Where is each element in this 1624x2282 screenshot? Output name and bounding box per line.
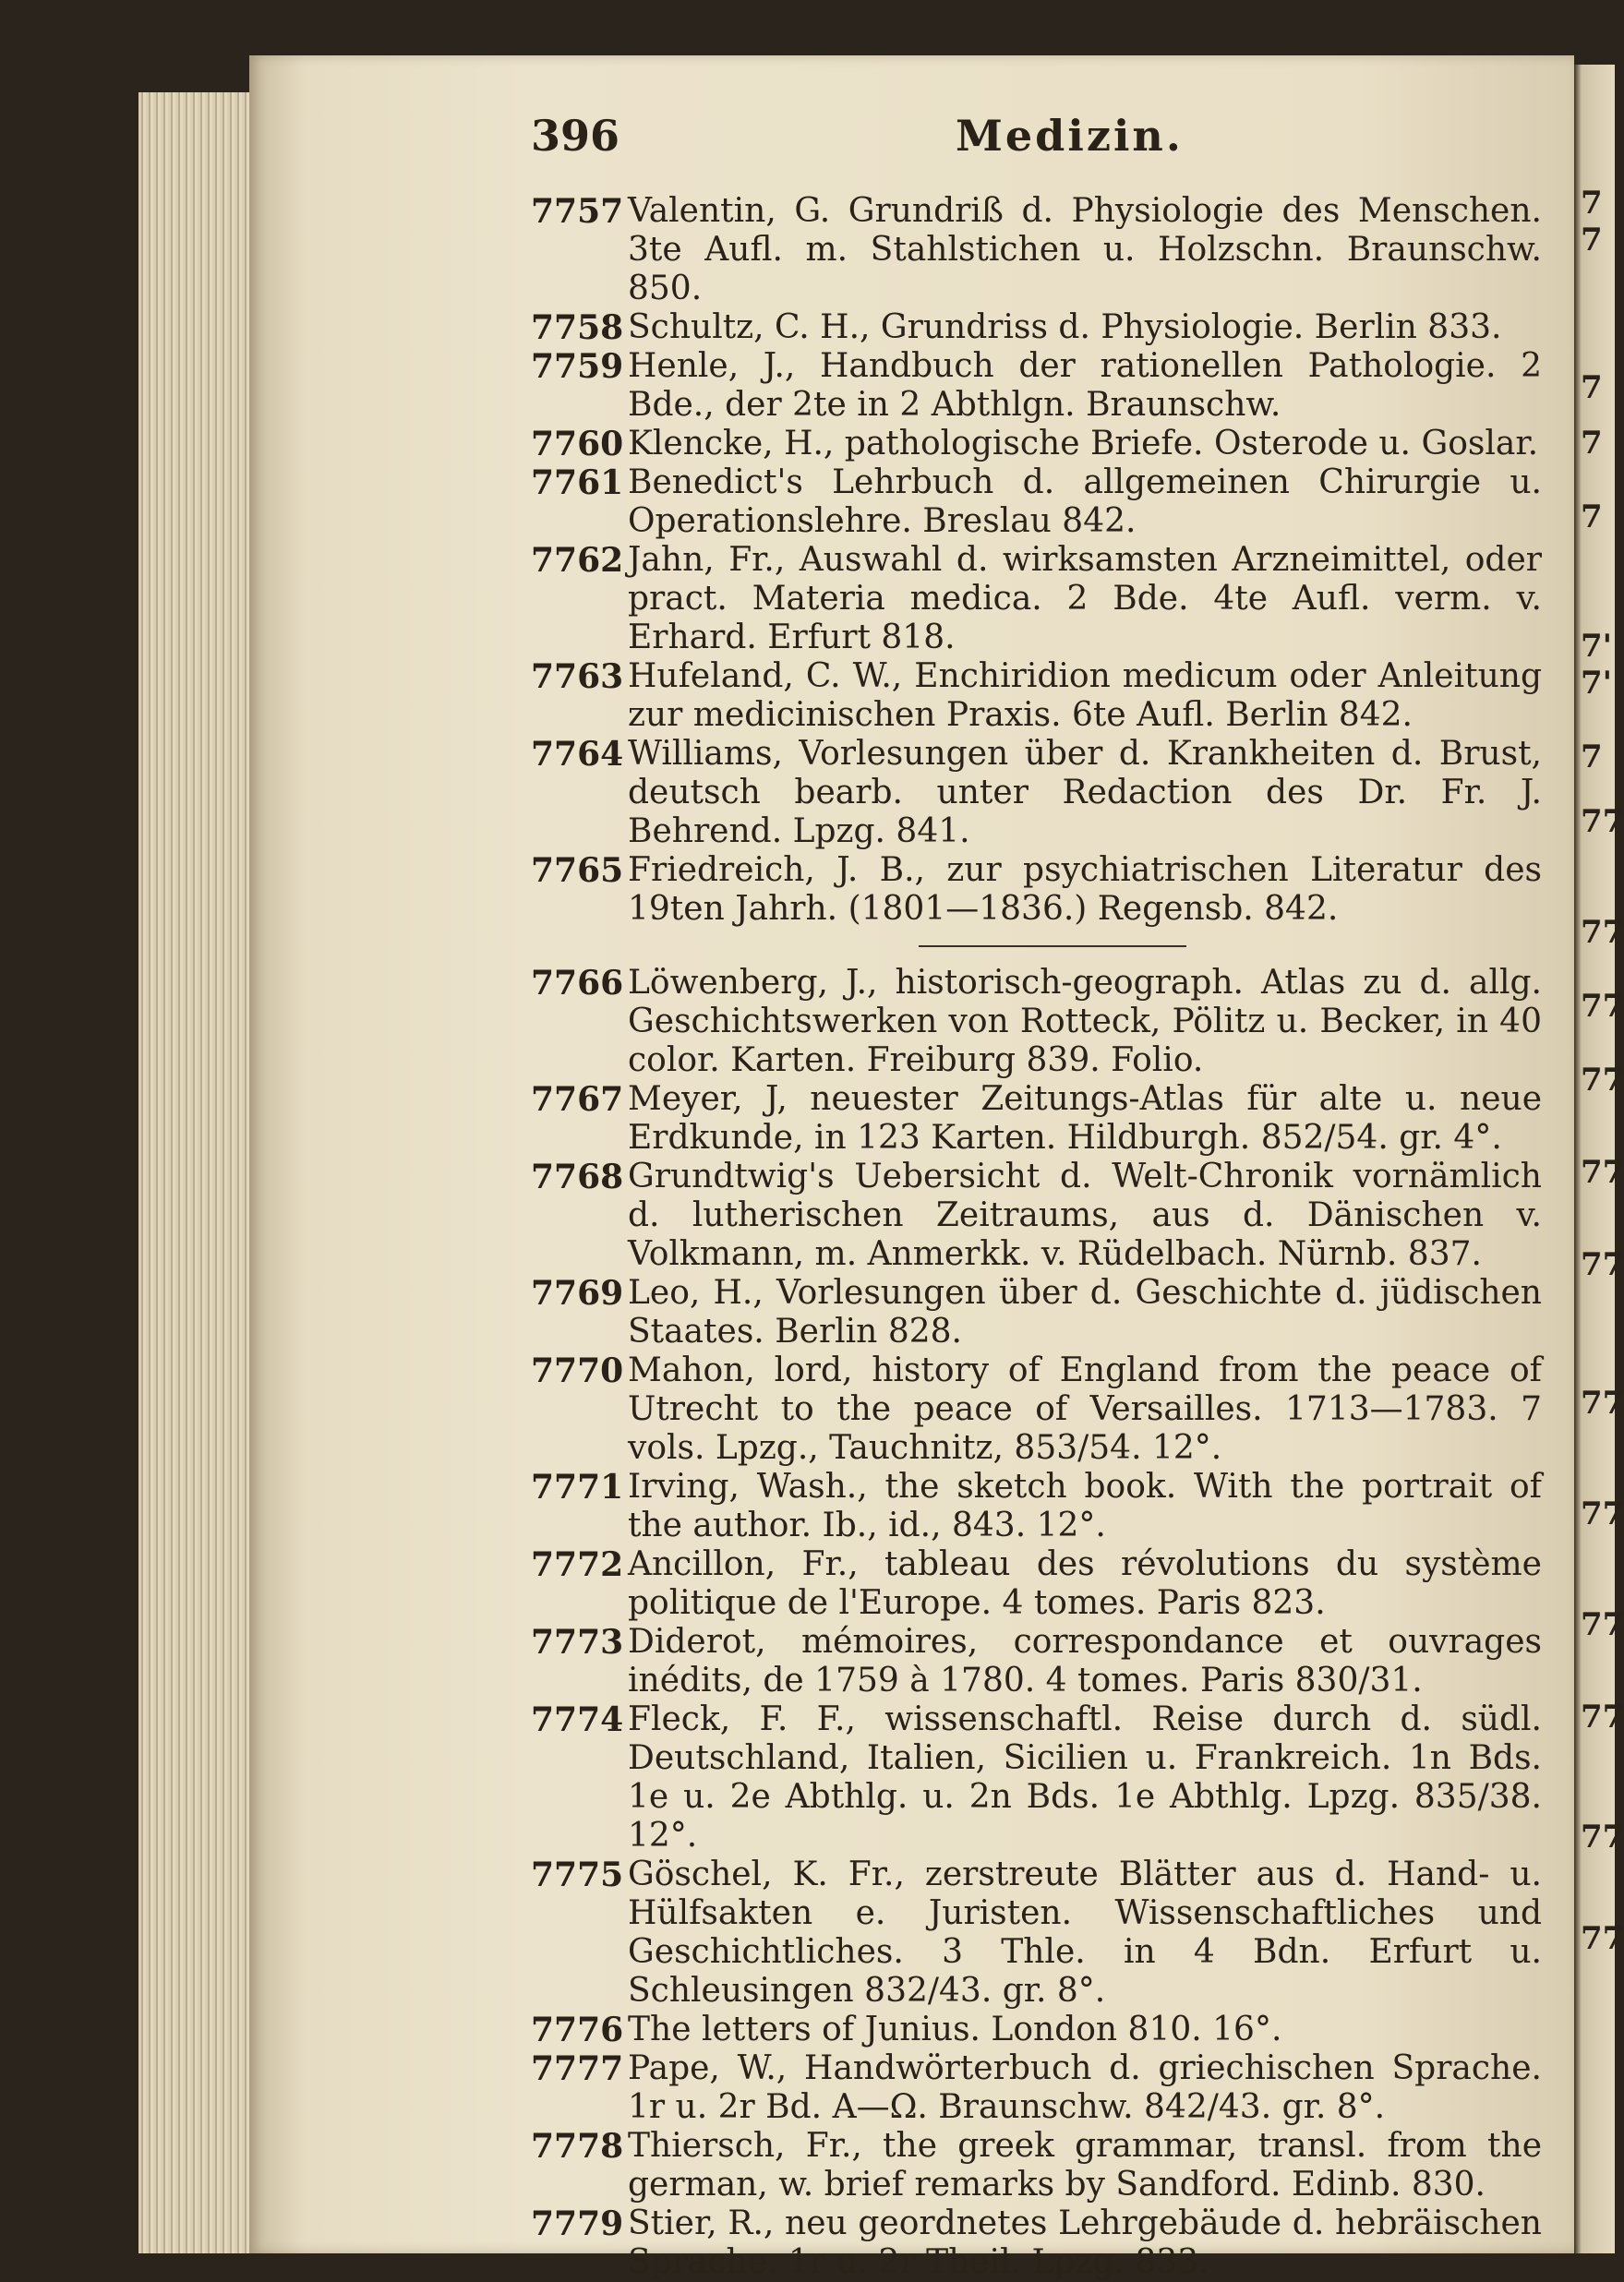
catalog-entry [531, 1468, 1542, 1545]
entry-text: Fleck, F. F., wissenschaftl. Reise durch d. südl. Deutschland, Italien, Sicilien u. Frankreich. 1n Bds. 1e u. 2e Abthlg. u. 2n Bds. 1e Abthlg. Lpzg. 835/38. 12°. [628, 1700, 1542, 1855]
entry-number: 7759 [531, 347, 624, 386]
entry-text: The letters of Junius. London 810. 16°. [628, 2011, 1282, 2048]
entry-number: 7767 [531, 1080, 624, 1119]
catalog-entry [531, 1274, 1542, 1351]
catalog-entry [531, 1351, 1542, 1468]
catalog-entry [531, 1545, 1542, 1623]
entry-number: 7775 [531, 1856, 624, 1894]
catalog-entry [531, 1080, 1542, 1158]
catalog-entry [531, 1700, 1542, 1856]
entry-number: 7761 [531, 463, 624, 502]
catalog-entry [531, 851, 1542, 929]
entry-number: 7769 [531, 1274, 624, 1313]
page-number: 396 [531, 111, 620, 161]
entry-number: 7768 [531, 1158, 624, 1196]
margin-fragment: 77 [1581, 1920, 1624, 1957]
catalog-entry [531, 192, 1542, 308]
catalog-entry [531, 2204, 1542, 2282]
section-divider [919, 945, 1186, 947]
entry-text: Löwenberg, J., historisch-geograph. Atlas zu d. allg. Geschichtswerken von Rotteck, Pölitz u. Becker, in 40 color. Karten. Freiburg 839. Folio. [628, 964, 1542, 1079]
entry-number: 7757 [531, 192, 624, 231]
margin-fragment: 77 [1581, 1154, 1624, 1191]
catalog-entry [531, 1856, 1542, 2011]
catalog-entry [531, 1158, 1542, 1274]
catalog-entry [531, 1623, 1542, 1700]
margin-fragment: 7' [1581, 628, 1613, 665]
entry-number: 7774 [531, 1700, 624, 1739]
margin-fragment: 7 [1581, 369, 1603, 406]
entry-number: 7758 [531, 308, 624, 347]
margin-fragment: 77 [1581, 1246, 1624, 1283]
margin-fragment: 77 [1581, 1699, 1624, 1736]
catalog-entry [531, 735, 1542, 851]
entry-text: Mahon, lord, history of England from the peace of Utrecht to the peace of Versailles. 1713—1783. 7 vols. Lpzg., Tauchnitz, 853/54. 12°. [628, 1351, 1542, 1467]
entry-number: 7773 [531, 1623, 624, 1662]
entry-number: 7762 [531, 541, 624, 580]
catalog-entry [531, 308, 1542, 347]
catalog-entries [531, 192, 1542, 2282]
entry-text: Irving, Wash., the sketch book. With the portrait of the author. Ib., id., 843. 12°. [628, 1468, 1542, 1544]
margin-fragment: 7 [1581, 739, 1603, 775]
entry-number: 7772 [531, 1545, 624, 1584]
entry-text: Leo, H., Vorlesungen über d. Geschichte d. jüdischen Staates. Berlin 828. [628, 1274, 1542, 1351]
entry-text: Göschel, K. Fr., zerstreute Blätter aus d. Hand- u. Hülfsakten e. Juristen. Wissenschaftliches und Geschichtliches. 3 Thle. in 4 Bdn. Erfurt u. Schleusingen 832/43. gr. 8°. [628, 1856, 1542, 2010]
entry-number: 7779 [531, 2204, 624, 2243]
catalog-entry [531, 347, 1542, 425]
entry-text: Stier, R., neu geordnetes Lehrgebäude d. hebräischen Sprache. 1r u. 2r Theil. Lpzg. 833. [628, 2204, 1542, 2281]
book-page-edges [138, 92, 259, 2253]
catalog-entry [531, 2127, 1542, 2204]
entry-number: 7764 [531, 735, 624, 774]
entry-text: Schultz, C. H., Grundriss d. Physiologie. Berlin 833. [628, 308, 1502, 346]
entry-text: Hufeland, C. W., Enchiridion medicum oder Anleitung zur medicinischen Praxis. 6te Aufl. Berlin 842. [628, 657, 1542, 734]
catalog-entry [531, 463, 1542, 541]
entry-number: 7777 [531, 2049, 624, 2088]
entry-text: Benedict's Lehrbuch d. allgemeinen Chirurgie u. Operationslehre. Breslau 842. [628, 463, 1542, 540]
catalog-entry [531, 964, 1542, 1080]
entry-group-medicine [531, 192, 1542, 929]
entry-text: Jahn, Fr., Auswahl d. wirksamsten Arzneimittel, oder pract. Materia medica. 2 Bde. 4te Aufl. verm. v. Erhard. Erfurt 818. [628, 541, 1542, 656]
entry-text: Valentin, G. Grundriß d. Physiologie des Menschen. 3te Aufl. m. Stahlstichen u. Holzschn. Braunschw. 850. [628, 192, 1542, 307]
margin-fragment: 7 [1581, 425, 1603, 462]
facing-page-number-fragments [1581, 185, 1624, 2031]
margin-fragment: 7 [1581, 498, 1603, 535]
catalog-entry [531, 657, 1542, 735]
entry-number: 7771 [531, 1468, 624, 1507]
margin-fragment: 77 [1581, 988, 1624, 1025]
entry-text: Grundtwig's Uebersicht d. Welt-Chronik vornämlich d. lutherischen Zeitraums, aus d. Dänischen v. Volkmann, m. Anmerkk. v. Rüdelbach. Nürnb. 837. [628, 1158, 1542, 1273]
entry-text: Diderot, mémoires, correspondance et ouvrages inédits, de 1759 à 1780. 4 tomes. Paris 830/31. [628, 1623, 1542, 1699]
catalog-entry [531, 2011, 1542, 2049]
catalog-entry [531, 425, 1542, 463]
margin-fragment: 77 [1581, 803, 1624, 840]
entry-number: 7760 [531, 425, 624, 463]
entry-text: Ancillon, Fr., tableau des révolutions du système politique de l'Europe. 4 tomes. Paris 823. [628, 1545, 1542, 1622]
margin-fragment: 77 [1581, 1385, 1624, 1422]
entry-text: Klencke, H., pathologische Briefe. Osterode u. Goslar. [628, 425, 1539, 462]
entry-text: Pape, W., Handwörterbuch d. griechischen Sprache. 1r u. 2r Bd. A—Ω. Braunschw. 842/43. gr. 8°. [628, 2049, 1542, 2126]
entry-text: Meyer, J, neuester Zeitungs-Atlas für alte u. neue Erdkunde, in 123 Karten. Hildburgh. 852/54. gr. 4°. [628, 1080, 1542, 1157]
margin-fragment: 7' [1581, 665, 1613, 702]
entry-number: 7778 [531, 2127, 624, 2166]
page-header [531, 111, 1560, 175]
margin-fragment: 77 [1581, 914, 1624, 951]
entry-number: 7770 [531, 1351, 624, 1390]
entry-number: 7766 [531, 964, 624, 1003]
entry-text: Thiersch, Fr., the greek grammar, transl. from the german, w. brief remarks by Sandford. Edinb. 830. [628, 2127, 1542, 2204]
margin-fragment: 7 [1581, 222, 1603, 258]
entry-text: Friedreich, J. B., zur psychiatrischen Literatur des 19ten Jahrh. (1801—1836.) Regensb. 842. [628, 851, 1542, 928]
catalog-entry [531, 541, 1542, 657]
margin-fragment: 7 [1581, 185, 1603, 222]
margin-fragment: 77 [1581, 1062, 1624, 1099]
margin-fragment: 77 [1581, 1606, 1624, 1643]
entry-group-history [531, 964, 1542, 2282]
entry-number: 7776 [531, 2011, 624, 2049]
entry-number: 7763 [531, 657, 624, 696]
entry-number: 7765 [531, 851, 624, 890]
entry-text: Williams, Vorlesungen über d. Krankheiten d. Brust, deutsch bearb. unter Redaction des Dr. Fr. J. Behrend. Lpzg. 841. [628, 735, 1542, 850]
margin-fragment: 77 [1581, 1495, 1624, 1532]
entry-text: Henle, J., Handbuch der rationellen Pathologie. 2 Bde., der 2te in 2 Abthlgn. Braunschw. [628, 347, 1542, 424]
running-head: Medizin. [956, 111, 1184, 161]
margin-fragment: 77 [1581, 1819, 1624, 1856]
catalog-entry [531, 2049, 1542, 2127]
